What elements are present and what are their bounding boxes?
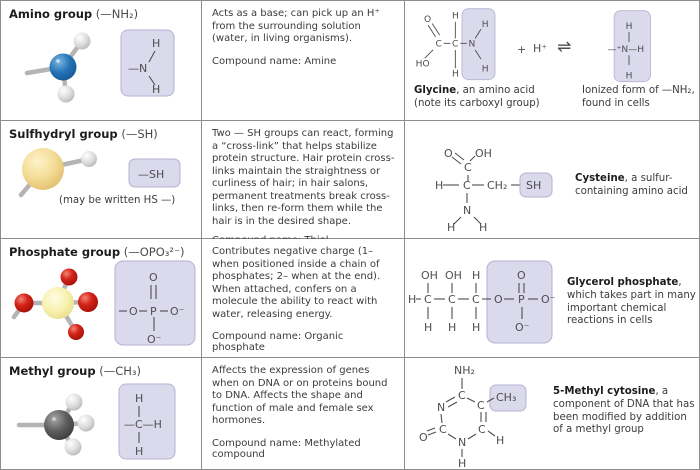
atom-label: O <box>149 271 158 284</box>
atom-label: NH₂ <box>454 364 475 377</box>
group-header <box>9 245 185 259</box>
group-name: Sulfhydryl group <box>9 127 118 141</box>
group-name: Methyl group <box>9 364 96 378</box>
atom-label: O <box>129 305 138 318</box>
ionized-amino-structure <box>605 9 653 85</box>
compound-name: Compound name: Methylated compound <box>212 437 361 460</box>
cell-amino-description <box>202 1 405 121</box>
atom-label: H <box>479 221 488 234</box>
atom-label: H <box>625 71 633 82</box>
atom-label: H <box>472 321 481 334</box>
atom-label: N <box>458 436 467 449</box>
atom-label: H <box>135 392 144 405</box>
atom-label: O <box>423 14 432 25</box>
sulfhydryl-note: (may be written HS —) <box>59 195 176 206</box>
compound-name: Compound name: Amine <box>212 55 337 67</box>
group-header <box>9 127 158 141</box>
atom-label: P <box>518 293 525 306</box>
methyl-cytosine-structure <box>417 359 537 469</box>
atom-label: HO <box>415 59 430 70</box>
atom-label: O <box>444 147 453 160</box>
compound-name: Compound name: Organic phosphate <box>212 331 344 353</box>
atom-label: C <box>458 389 466 402</box>
group-description: Affects the expression of genes when on DNA or on proteins bound to DNA. Affects the shape and function of male and female sex hormones. <box>212 365 388 426</box>
atom-label: C <box>452 39 459 50</box>
atom-label: O⁻ <box>170 305 185 318</box>
cell-phosphate-name <box>1 239 202 358</box>
methyl-ball-stick-model <box>11 374 109 462</box>
phosphate-group-formula <box>113 259 197 349</box>
atom-label: H <box>408 293 417 306</box>
atom-label: O⁻ <box>541 293 556 306</box>
phosphate-ball-stick-model <box>5 265 111 357</box>
glycine-caption: Glycine, an amino acid (note its carboxyl group) <box>414 85 540 109</box>
atom-label: N <box>437 401 446 414</box>
atom-label: —⁺N—H <box>607 44 645 55</box>
atom-label: H <box>424 321 433 334</box>
atom-label: O <box>517 269 526 282</box>
hydrogen-atom <box>65 439 82 456</box>
atom-label: C <box>424 293 432 306</box>
cell-phosphate-description <box>202 239 405 358</box>
oxygen-atom <box>15 294 34 313</box>
atom-label: H <box>447 221 456 234</box>
hydrogen-atom <box>74 33 91 50</box>
group-header <box>9 7 138 21</box>
equilibrium-arrows: ⇌ <box>557 37 572 57</box>
atom-label: C <box>478 423 486 436</box>
atom-label: H <box>452 11 459 22</box>
sulfhydryl-group-formula <box>128 158 181 188</box>
atom-label: —SH <box>138 168 165 181</box>
cell-methyl-example <box>405 358 699 469</box>
atom-label: O⁻ <box>515 321 530 334</box>
atom-label: H <box>152 37 161 50</box>
atom-label: OH <box>421 269 438 282</box>
atom-label: O⁻ <box>147 333 162 346</box>
cysteine-caption: Cysteine, a sulfur-containing amino acid <box>575 173 688 197</box>
atom-label: H <box>435 179 444 192</box>
atom-label: H <box>496 434 505 447</box>
group-description: Contributes negative charge (1– when positioned inside a chain of phosphates; 2– when at the end). When attached, confers on a molecule the ability to react with water, releasing energy. <box>212 246 381 320</box>
hydrogen-ion: H⁺ <box>533 42 548 55</box>
atom-label: O <box>419 431 428 444</box>
glycerol-phosphate-caption: Glycerol phosphate, which takes part in many important chemical reactions in cells <box>567 277 696 327</box>
group-name: Phosphate group <box>9 245 121 259</box>
atom-label: OH <box>475 147 492 160</box>
cell-phosphate-example <box>405 239 699 358</box>
group-formula: (—OPO₃²⁻) <box>123 245 185 259</box>
amino-group-formula <box>119 28 177 100</box>
atom-label: H <box>481 64 489 75</box>
plus-sign: + <box>517 43 527 56</box>
atom-label: SH <box>526 179 542 192</box>
atom-label: N <box>468 39 476 50</box>
atom-label: C <box>472 293 480 306</box>
atom-label: C <box>435 39 442 50</box>
atom-label: H <box>452 69 459 80</box>
group-formula: (—SH) <box>121 127 158 141</box>
atom-label: C <box>464 161 472 174</box>
cell-amino-example <box>405 1 699 121</box>
cell-amino-name <box>1 1 202 121</box>
group-name: Amino group <box>9 7 93 21</box>
nitrogen-atom <box>50 54 77 81</box>
atom-label: CH₃ <box>496 391 517 404</box>
atom-label: C <box>439 423 447 436</box>
hydrogen-atom <box>66 394 83 411</box>
cell-sulfhydryl-name <box>1 121 202 239</box>
amino-ball-stick-model <box>21 27 117 107</box>
phosphorus-atom <box>42 287 74 319</box>
group-description: Acts as a base; can pick up an H⁺ from the surrounding solution (water, in living organisms). <box>212 8 380 44</box>
hydrogen-atom <box>78 415 95 432</box>
group-formula: (—NH₂) <box>95 7 139 21</box>
atom-label: H <box>448 321 457 334</box>
atom-label: P <box>150 305 157 318</box>
oxygen-atom <box>68 324 84 340</box>
atom-label: N <box>463 204 472 217</box>
group-description: Two — SH groups can react, forming a “cross-link” that helps stabilize protein structure. Hair protein cross-links maintain the straightness or curliness of hair; in hair salons, permanent treatments break cross-links, then re-form them while the hair is in the desired shape. <box>212 128 395 227</box>
atom-label: H <box>481 19 489 30</box>
cell-sulfhydryl-example <box>405 121 699 239</box>
oxygen-atom <box>78 292 98 312</box>
cysteine-structure <box>433 131 555 234</box>
group-formula: (—CH₃) <box>99 364 142 378</box>
atom-label: C <box>448 293 456 306</box>
atom-label: H <box>458 457 467 470</box>
atom-label: H <box>472 269 481 282</box>
methyl-cytosine-caption: 5-Methyl cytosine, a component of DNA that has been modified by addition of a methyl group <box>553 386 695 436</box>
cell-sulfhydryl-description <box>202 121 405 239</box>
hydrogen-atom <box>81 151 97 167</box>
oxygen-atom <box>61 269 78 286</box>
sulfur-atom <box>22 148 64 190</box>
atom-label: H <box>135 445 144 458</box>
atom-label: —N <box>128 62 148 75</box>
cell-methyl-description <box>202 358 405 469</box>
atom-label: CH₂ <box>487 179 508 192</box>
atom-label: H <box>625 21 633 32</box>
glycine-structure <box>413 7 501 83</box>
cell-methyl-name <box>1 358 202 469</box>
ionized-caption: Ionized form of —NH₂, found in cells <box>582 85 695 109</box>
glycerol-phosphate-structure <box>407 255 562 350</box>
atom-label: C <box>477 399 485 412</box>
atom-label: C <box>463 179 471 192</box>
methyl-group-formula <box>117 382 177 462</box>
atom-label: O <box>494 293 503 306</box>
atom-label: H <box>152 83 161 96</box>
hydrogen-atom <box>58 86 75 103</box>
atom-label: OH <box>445 269 462 282</box>
atom-label: —C—H <box>124 418 162 431</box>
carbon-atom <box>44 410 74 440</box>
